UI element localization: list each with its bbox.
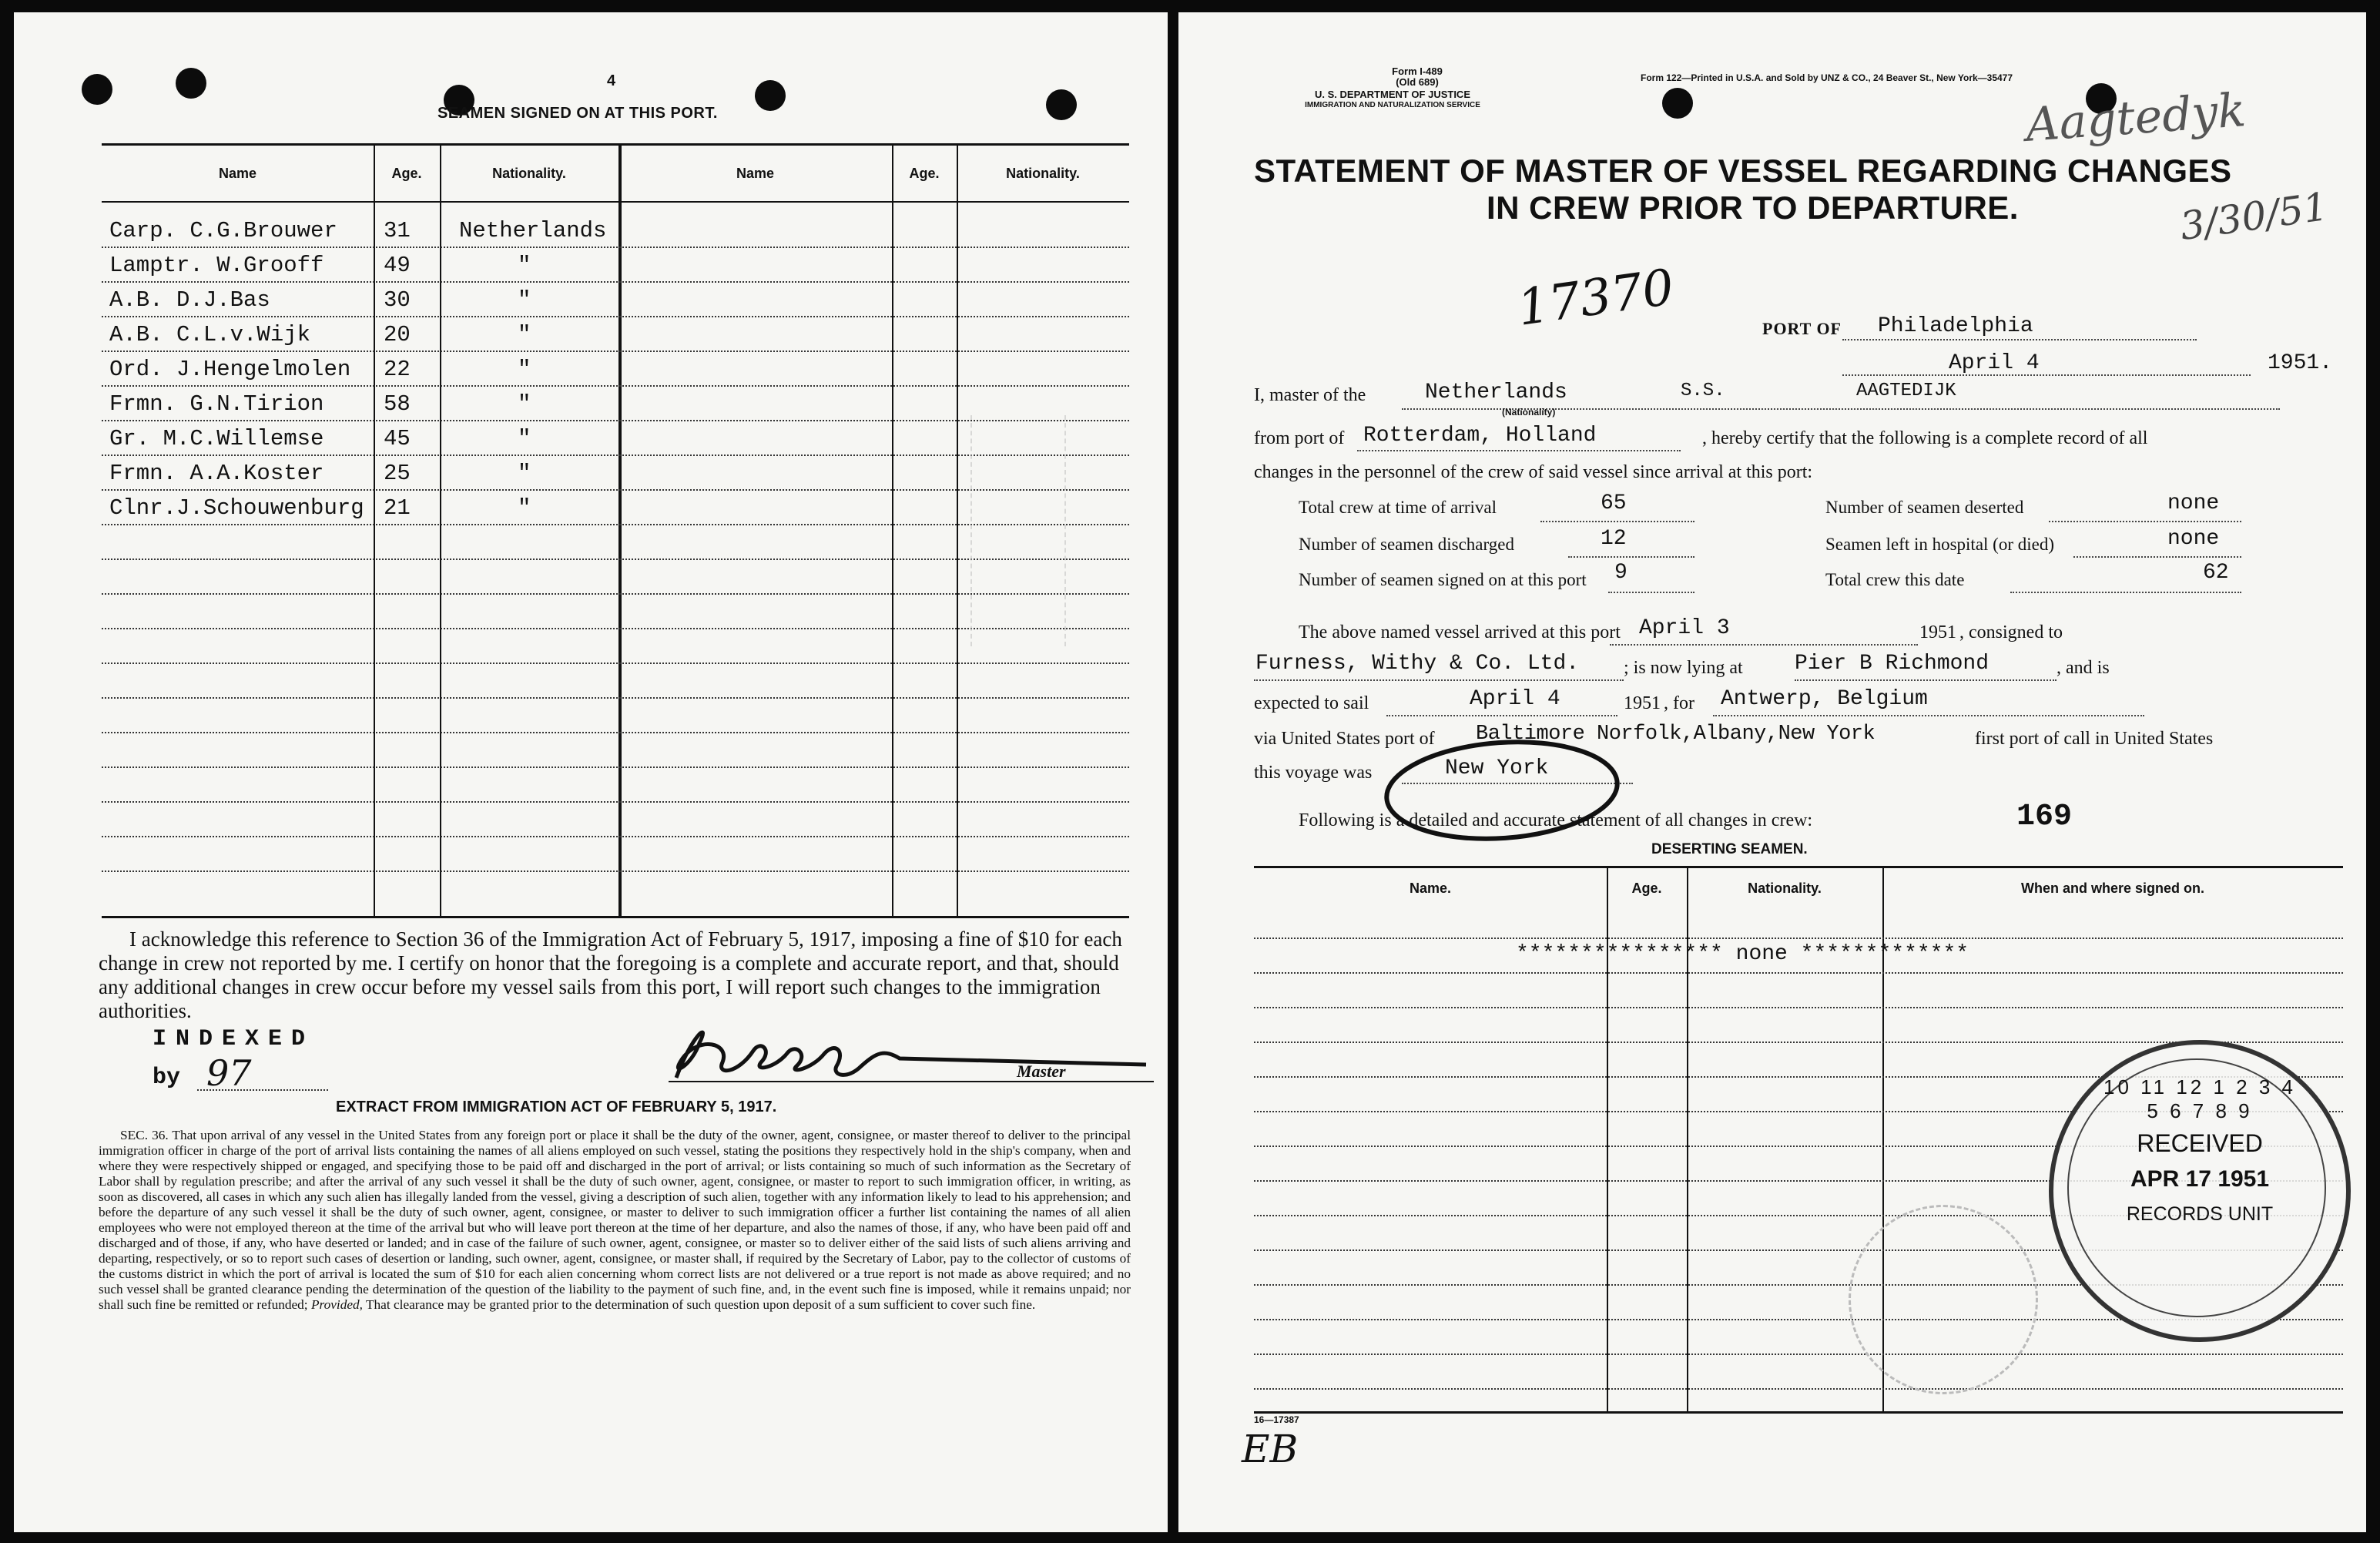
master-label: Master [1017, 1062, 1066, 1081]
department: U. S. DEPARTMENT OF JUSTICE [1315, 89, 1470, 100]
row-rule [102, 870, 1129, 872]
port-value: Philadelphia [1878, 314, 2033, 338]
col-header-age-2: Age. [892, 146, 957, 203]
seaman-nationality: " [518, 322, 531, 347]
lying-label: ; is now lying at [1624, 658, 1743, 678]
hospital-label: Seamen left in hospital (or died) [1825, 535, 2055, 554]
date-value: April 4 [1949, 351, 2040, 375]
handwritten-ship-name: Aagtedyk [2023, 83, 2248, 153]
lying-value: Pier B Richmond [1795, 652, 1989, 676]
extract-proviso: That clearance may be granted prior to the determination of such question upon deposit of a sum sufficient to cover such fine. [365, 1297, 1036, 1312]
sail-year: 1951 [1624, 693, 1661, 713]
seaman-name: Frmn. G.N.Tirion [109, 391, 324, 417]
seaman-name: A.B. C.L.v.Wijk [109, 322, 311, 347]
row-rule [102, 801, 1129, 803]
seaman-age: 25 [384, 461, 411, 486]
destination-value: Antwerp, Belgium [1721, 687, 1928, 711]
discharged-value: 12 [1601, 527, 1627, 551]
handwritten-date: 3/30/51 [2177, 183, 2331, 250]
row-rule [102, 281, 1129, 283]
seaman-name: Gr. M.C.Willemse [109, 426, 324, 451]
sail-value: April 4 [1470, 687, 1560, 711]
extract-body: SEC. 36. That upon arrival of any vessel in the United States from any foreign port or place it shall be the duty of the owner, agent, consignee, or master thereof to deliver to the principal immigration officer in charge of the port of arrival lists containing the names of all aliens employed on such vessel, stating the positions they respectively hold in the ship's company, when and where they were respectively shipped or engaged, and specifying those to be paid off and discharged in the port of arrival; or lists containing so much of such information as the Secretary of Labor shall by regulation prescribe; and after the arrival of any such vessel it shall be the duty of such owner, agent, consignee, or master to report to such immigration officer, in writing, as soon as discovered, all cases in which any such alien has illegally landed from the vessel, giving a description of such alien, together with any information likely to lead to his apprehension; and before the departure of any such vessel it shall be the duty of such owner, agent, consignee, or master to deliver to such immigration officer a further list containing the names of all alien employees who were not employed thereon at the time of the arrival but who will leave port thereon at the time of her departure, and also the names of those, if any, who have been paid off and discharged and of those, if any, who have deserted or landed; and in case of the failure of such owner, agent, consignee, or master so to deliver either of the said lists of such aliens arriving and departing, respectively, or so to report such cases of desertion or landing, such owner, agent, consignee, or master shall, if required by the Secretary of Labor, pay to the collector of customs of the customs district in which the port of arrival is located the sum of $10 for each alien concerning whom correct lists are not delivered or a true report is not made as above required; and no such vessel shall be granted clearance pending the determination of the question of the liability to the payment of such fine, and, in the event such fine is imposed, while it remains unpaid; nor shall such fine be remitted or refunded; [99, 1128, 1131, 1312]
total-crew-date-value: 62 [2203, 561, 2229, 585]
seaman-age: 21 [384, 495, 411, 521]
right-page [1178, 12, 2366, 1532]
desert-col-age: Age. [1631, 880, 1662, 896]
service: IMMIGRATION AND NATURALIZATION SERVICE [1305, 101, 1480, 109]
row-rule [102, 732, 1129, 733]
desert-col-nationality: Nationality. [1748, 880, 1822, 896]
seaman-name: Lamptr. W.Grooff [109, 253, 324, 278]
deserted-value: none [2167, 491, 2220, 515]
form-old-number: (Old 689) [1396, 76, 1439, 88]
hospital-value: none [2167, 527, 2220, 551]
seaman-nationality: " [518, 253, 531, 278]
col-header-nationality: Nationality. [440, 146, 618, 203]
this-voyage-label: this voyage was [1254, 763, 1373, 783]
total-crew-date-label: Total crew this date [1825, 570, 1965, 589]
following-text: Following is a detailed and accurate statement of all changes in crew: [1299, 810, 1813, 830]
printer-note: Form 122—Printed in U.S.A. and Sold by UNZ & CO., 24 Beaver St., New York—35477 [1641, 72, 2013, 83]
agency-block [1269, 89, 1516, 111]
from-port-value: Rotterdam, Holland [1363, 424, 1597, 448]
page-number: 4 [607, 72, 616, 89]
desert-col-name: Name. [1409, 880, 1452, 896]
col-header-age: Age. [374, 146, 440, 203]
row-rule [102, 316, 1129, 317]
extract-text [99, 1128, 1131, 1313]
seaman-nationality: " [518, 495, 531, 521]
seaman-age: 45 [384, 426, 411, 451]
col-header-name: Name [102, 146, 374, 203]
seaman-nationality: " [518, 287, 531, 313]
col-header-name-2: Name [618, 146, 892, 203]
seaman-age: 58 [384, 391, 411, 417]
indexed-by-line [197, 1089, 328, 1091]
row-rule [102, 662, 1129, 664]
form-id-block [1340, 66, 1494, 88]
vessel-value: AAGTEDIJK [1856, 381, 1956, 401]
deserting-title: DESERTING SEAMEN. [1651, 841, 1808, 857]
stamp-number: 169 [2016, 800, 2073, 834]
stamp-received: RECEIVED [2137, 1129, 2263, 1157]
by-label: by [153, 1065, 181, 1091]
master-signature [645, 1005, 1162, 1089]
changes-text: changes in the personnel of the crew of said vessel since arrival at this port: [1254, 462, 1813, 482]
footer-code: 16—17387 [1254, 1414, 1299, 1425]
seaman-age: 49 [384, 253, 411, 278]
row-rule [102, 247, 1129, 248]
stamp-date: APR 17 1951 [2130, 1166, 2270, 1192]
seaman-name: Clnr.J.Schouwenburg [109, 495, 364, 521]
row-rule [102, 836, 1129, 837]
consignee-value: Furness, Withy & Co. Ltd. [1255, 652, 1580, 676]
desert-entry: **************** none ************* [1516, 942, 1969, 966]
punch-hole [755, 80, 786, 111]
arrived-value: April 3 [1639, 616, 1730, 640]
seaman-name: A.B. D.J.Bas [109, 287, 270, 313]
desert-col-signed-on: When and where signed on. [2020, 880, 2205, 896]
total-crew-arrival-label: Total crew at time of arrival [1299, 498, 1497, 517]
bleed-through-stamp [970, 415, 1066, 646]
seaman-nationality: " [518, 426, 531, 451]
punch-hole [1046, 89, 1077, 120]
stamp-unit: RECORDS UNIT [2126, 1203, 2274, 1225]
arrived-label: The above named vessel arrived at this port [1299, 622, 1621, 642]
for-label: , for [1664, 693, 1694, 713]
seaman-nationality: " [518, 461, 531, 486]
extract-title: EXTRACT FROM IMMIGRATION ACT OF FEBRUARY 5, 1917. [336, 1099, 777, 1115]
discharged-label: Number of seamen discharged [1299, 535, 1514, 554]
col-header-nationality-2: Nationality. [957, 146, 1129, 203]
nationality-value: Netherlands [1425, 381, 1567, 404]
and-is-label: , and is [2057, 658, 2110, 678]
signed-on-label: Number of seamen signed on at this port [1299, 570, 1587, 589]
row-rule [102, 385, 1129, 387]
handwritten-number: 17370 [1513, 259, 1678, 337]
seamen-signed-on-table [102, 143, 1129, 918]
signed-on-value: 9 [1614, 561, 1627, 585]
faint-stamp [1849, 1205, 2038, 1394]
row-rule [102, 766, 1129, 768]
indexed-label: INDEXED [153, 1026, 315, 1052]
punch-hole [176, 68, 206, 99]
seaman-nationality: " [518, 357, 531, 382]
section-title: SEAMEN SIGNED ON AT THIS PORT. [437, 105, 718, 122]
seaman-name: Ord. J.Hengelmolen [109, 357, 351, 382]
punch-hole [1662, 88, 1693, 119]
acknowledgement-text: I acknowledge this reference to Section 36 of the Immigration Act of February 5, 1917, imposing a fine of $10 for each change in crew not reported by me. I certify on honor that the foregoing is a complete and accurate report, and that, should any additional changes in crew occur before my vessel sails from this port, I will report such changes to the immigration authorities. [99, 927, 1122, 1022]
indexed-by-initials: 97 [206, 1052, 252, 1094]
seaman-nationality: Netherlands [459, 218, 607, 243]
certify-text: , hereby certify that the following is a complete record of all [1702, 428, 2148, 448]
seaman-age: 20 [384, 322, 411, 347]
ss-label: S.S. [1681, 381, 1725, 401]
nationality-caption: (Nationality) [1502, 407, 1556, 418]
via-label: via United States port of [1254, 729, 1435, 749]
extract-proviso-label: Provided, [310, 1297, 363, 1312]
hand-drawn-circle [1379, 733, 1625, 849]
row-rule [1254, 1353, 2343, 1355]
consigned-label: , consigned to [1959, 622, 2063, 642]
row-rule [1254, 1007, 2343, 1008]
deserted-label: Number of seamen deserted [1825, 498, 2024, 517]
form-number: Form I-489 [1392, 65, 1443, 77]
from-port-label: from port of [1254, 428, 1345, 448]
left-page [14, 12, 1168, 1532]
via-value: Baltimore Norfolk,Albany,New York [1476, 723, 1876, 746]
expected-label: expected to sail [1254, 693, 1369, 713]
arrived-year: 1951 [1919, 622, 1956, 642]
row-rule [1254, 938, 2343, 939]
row-rule [1254, 972, 2343, 974]
this-voyage-value: New York [1445, 756, 1549, 780]
footer-initials: EB [1242, 1427, 1299, 1471]
seaman-age: 22 [384, 357, 411, 382]
title-line-2: IN CREW PRIOR TO DEPARTURE. [1487, 190, 2019, 226]
seaman-age: 31 [384, 218, 411, 243]
row-rule [1254, 1388, 2343, 1390]
stamp-digits: 10 11 12 1 2 3 4 5 6 7 8 9 [2103, 1075, 2296, 1122]
seaman-name: Frmn. A.A.Koster [109, 461, 324, 486]
seaman-nationality: " [518, 391, 531, 417]
year-value: 1951. [2268, 351, 2333, 375]
punch-hole [82, 74, 112, 105]
row-rule [102, 697, 1129, 699]
received-stamp [2049, 1040, 2351, 1342]
title-line-1: STATEMENT OF MASTER OF VESSEL REGARDING CHANGES [1254, 153, 2232, 189]
first-port-label: first port of call in United States [1975, 729, 2214, 749]
port-label: PORT OF [1762, 319, 1842, 338]
row-rule [102, 351, 1129, 352]
total-crew-arrival: 65 [1601, 491, 1627, 515]
seaman-name: Carp. C.G.Brouwer [109, 218, 337, 243]
seaman-age: 30 [384, 287, 411, 313]
master-of-label: I, master of the [1254, 385, 1366, 405]
